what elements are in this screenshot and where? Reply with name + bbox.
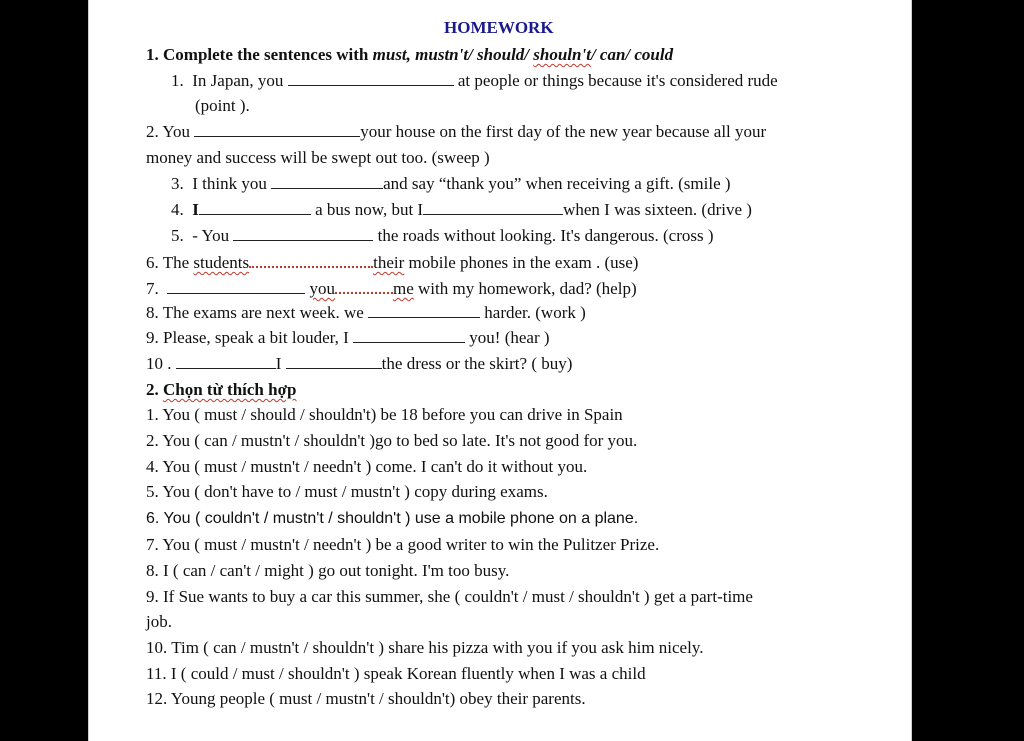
section-2-heading — [146, 379, 296, 401]
exercise-1-item-3 — [171, 173, 731, 195]
item-text: harder. (work ) — [484, 303, 586, 322]
item-text: You — [162, 122, 190, 141]
exercise-2-item-9-cont: job. — [146, 612, 172, 631]
item-number: 2. — [146, 122, 159, 141]
flagged-word: students — [193, 253, 250, 272]
exercise-2-item-12: 12. Young people ( must / mustn't / shouldn't) obey their parents. — [146, 689, 586, 708]
exercise-1-item-5 — [171, 225, 714, 247]
answer-blank[interactable] — [423, 199, 563, 215]
exercise-2-item-4: 4. You ( must / mustn't / needn't ) come. I can't do it without you. — [146, 457, 588, 476]
answer-blank[interactable] — [271, 173, 383, 189]
item-text: - You — [192, 226, 230, 245]
item-text: and say “thank you” when receiving a gift. (smile ) — [383, 174, 731, 193]
exercise-1-item-9 — [146, 327, 550, 349]
answer-blank[interactable] — [194, 121, 360, 137]
exercise-2-item-10: 10. Tim ( can / mustn't / shouldn't ) share his pizza with you if you ask him nicely. — [146, 638, 704, 657]
exercise-2-item-8: 8. I ( can / can't / might ) go out tonight. I'm too busy. — [146, 561, 510, 580]
item-text: mobile phones in the exam . (use) — [408, 253, 639, 272]
flagged-word: you — [309, 279, 335, 298]
answer-blank[interactable] — [249, 251, 373, 268]
exercise-1-item-2-cont: money and success will be swept out too. (sweep ) — [146, 148, 490, 167]
item-number: 6. — [146, 253, 159, 272]
item-number: 9. — [146, 328, 159, 347]
item-text: The exams are next week. we — [162, 303, 364, 322]
exercise-1-item-8 — [146, 302, 586, 324]
item-number: 8. — [146, 303, 159, 322]
answer-blank[interactable] — [199, 199, 311, 215]
exercise-1-item-6 — [146, 251, 638, 274]
item-text: a bus now, but I — [315, 200, 424, 219]
section-1-heading — [146, 44, 673, 66]
exercise-1-item-10 — [146, 353, 572, 375]
answer-blank[interactable] — [167, 278, 305, 294]
item-number: 7. — [146, 279, 159, 298]
item-text: with my homework, dad? (help) — [418, 279, 637, 298]
item-text: the dress or the skirt? ( buy) — [381, 354, 573, 373]
item-text: at people or things because it's considered rude — [457, 71, 778, 90]
exercise-2-item-1: 1. You ( must / should / shouldn't) be 18 before you can drive in Spain — [146, 405, 623, 424]
exercise-2-item-11: 11. I ( could / must / shouldn't ) speak Korean fluently when I was a child — [146, 664, 646, 683]
item-text: the roads without looking. It's dangerous. (cross ) — [377, 226, 714, 245]
item-text: The — [162, 253, 190, 272]
item-text: I — [275, 354, 282, 373]
exercise-1-item-7 — [146, 277, 637, 300]
exercise-1-item-1-cont: (point ). — [195, 96, 250, 115]
heading-number: 2. — [146, 380, 159, 399]
page-title: HOMEWORK — [444, 18, 554, 37]
answer-blank[interactable] — [233, 225, 373, 241]
item-text: Please, speak a bit louder, I — [163, 328, 349, 347]
item-text: when I was sixteen. (drive ) — [563, 200, 752, 219]
answer-blank[interactable] — [286, 353, 382, 369]
answer-blank[interactable] — [353, 327, 465, 343]
item-text: In Japan, you — [192, 71, 284, 90]
item-number: 10 . — [146, 354, 172, 373]
exercise-1-item-1 — [171, 70, 778, 92]
item-text: I — [192, 200, 199, 219]
item-text: I think you — [192, 174, 267, 193]
exercise-1-item-4 — [171, 199, 752, 221]
worksheet-page — [88, 0, 912, 741]
heading-misspelled-word: shouln't — [533, 45, 591, 64]
heading-prefix: 1. Complete the sentences with — [146, 45, 373, 64]
item-number: 4. — [171, 200, 184, 219]
exercise-2-item-5: 5. You ( don't have to / must / mustn't ) copy during exams. — [146, 482, 548, 501]
exercise-2-item-2: 2. You ( can / mustn't / shouldn't )go to bed so late. It's not good for you. — [146, 431, 638, 450]
heading-text: Chọn từ thích hợp — [163, 380, 297, 399]
item-number: 1. — [171, 71, 184, 90]
answer-blank[interactable] — [335, 277, 393, 294]
heading-modals-end: / can/ could — [590, 45, 674, 64]
answer-blank[interactable] — [176, 353, 276, 369]
heading-modals: must, mustn't/ should/ — [372, 45, 534, 64]
flagged-word: me — [393, 279, 414, 298]
exercise-2-item-6: 6. You ( couldn't / mustn't / shouldn't ) use a mobile phone on a plane. — [146, 510, 639, 527]
item-text: you! (hear ) — [469, 328, 550, 347]
answer-blank[interactable] — [288, 70, 454, 86]
item-number: 5. — [171, 226, 184, 245]
exercise-2-item-7: 7. You ( must / mustn't / needn't ) be a good writer to win the Pulitzer Prize. — [146, 535, 660, 554]
item-text: your house on the first day of the new year because all your — [360, 122, 767, 141]
item-number: 3. — [171, 174, 184, 193]
exercise-2-item-9: 9. If Sue wants to buy a car this summer, she ( couldn't / must / shouldn't ) get a part-time — [146, 587, 753, 606]
exercise-1-item-2 — [146, 121, 766, 143]
answer-blank[interactable] — [368, 302, 480, 318]
flagged-word: their — [373, 253, 405, 272]
